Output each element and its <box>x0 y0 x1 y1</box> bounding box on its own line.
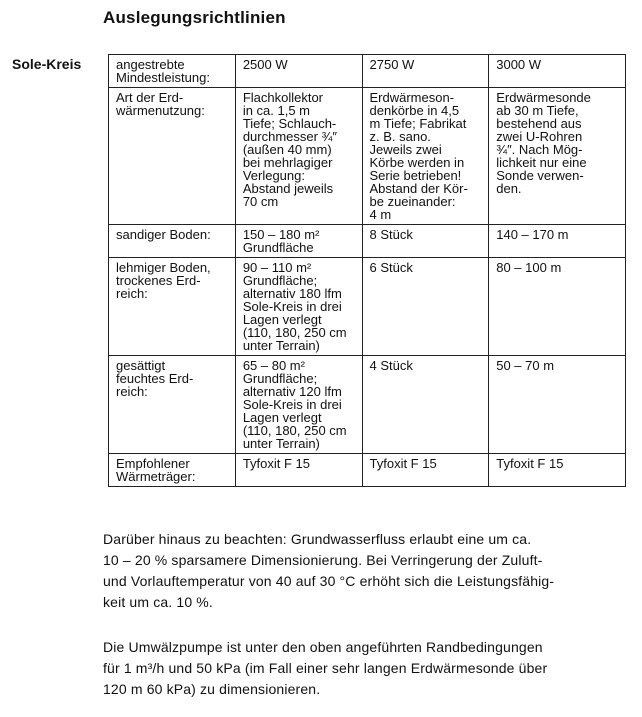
table-cell: gesättigt feuchtes Erd- reich: <box>109 356 236 454</box>
table-cell: 3000 W <box>489 55 626 88</box>
table-cell: lehmiger Boden, trockenes Erd- reich: <box>109 258 236 356</box>
table-row <box>109 88 626 225</box>
table-cell: Tyfoxit F 15 <box>489 454 626 487</box>
table-cell: Empfohlener Wärmeträger: <box>109 454 236 487</box>
table-cell: 6 Stück <box>362 258 489 356</box>
table-cell: sandiger Boden: <box>109 225 236 258</box>
pump-note-paragraph: Die Umwälzpumpe ist unter den oben angeführten Randbedingungen für 1 m³/h und 50 kPa (im Fall einer sehr langen Erdwärmesonde über 120 m 60 kPa) zu dimensionieren. <box>103 639 548 697</box>
table-cell: 80 – 100 m <box>489 258 626 356</box>
design-guidelines-table <box>108 54 626 487</box>
table-cell: Erdwärmesonde ab 30 m Tiefe, bestehend aus zwei U-Rohren ¾″. Nach Mög- lichkeit nur eine Sonde verwen- den. <box>489 88 626 225</box>
table-cell: 8 Stück <box>362 225 489 258</box>
table-cell: Flachkollektor in ca. 1,5 m Tiefe; Schlauch- durchmesser ¾″ (außen 40 mm) bei mehrlagiger Verlegung: Abstand jeweils 70 cm <box>235 88 362 225</box>
table-cell: angestrebte Mindestleistung: <box>109 55 236 88</box>
table-row <box>109 55 626 88</box>
table-row <box>109 454 626 487</box>
table-cell: 140 – 170 m <box>489 225 626 258</box>
table-cell: 90 – 110 m² Grundfläche; alternativ 180 lfm Sole-Kreis in drei Lagen verlegt (110, 180, 250 cm unter Terrain) <box>235 258 362 356</box>
table-cell: Art der Erd- wärmenutzung: <box>109 88 236 225</box>
table-cell: Tyfoxit F 15 <box>235 454 362 487</box>
table-cell: 65 – 80 m² Grundfläche; alternativ 120 lfm Sole-Kreis in drei Lagen verlegt (110, 180, 250 cm unter Terrain) <box>235 356 362 454</box>
table-row <box>109 356 626 454</box>
table-cell: 2500 W <box>235 55 362 88</box>
table-cell: 50 – 70 m <box>489 356 626 454</box>
section-label: Sole-Kreis <box>12 56 82 72</box>
table-cell: 4 Stück <box>362 356 489 454</box>
table-cell: Erdwärmeson- denkörbe in 4,5 m Tiefe; Fabrikat z. B. sano. Jeweils zwei Körbe werden in Serie betrieben! Abstand der Kör- be zueinander: 4 m <box>362 88 489 225</box>
table-cell: 2750 W <box>362 55 489 88</box>
table-row <box>109 258 626 356</box>
page-title: Auslegungsrichtlinien <box>103 8 286 27</box>
groundwater-note-paragraph: Darüber hinaus zu beachten: Grundwasserfluss erlaubt eine um ca. 10 – 20 % sparsamere Dimensionierung. Bei Verringerung der Zuluft- und Vorlauftemperatur von 40 auf 30 °C erhöht sich die Leistungsfähig- keit um ca. 10 %. <box>103 531 555 610</box>
table-row <box>109 225 626 258</box>
table-cell: 150 – 180 m² Grundfläche <box>235 225 362 258</box>
table-cell: Tyfoxit F 15 <box>362 454 489 487</box>
